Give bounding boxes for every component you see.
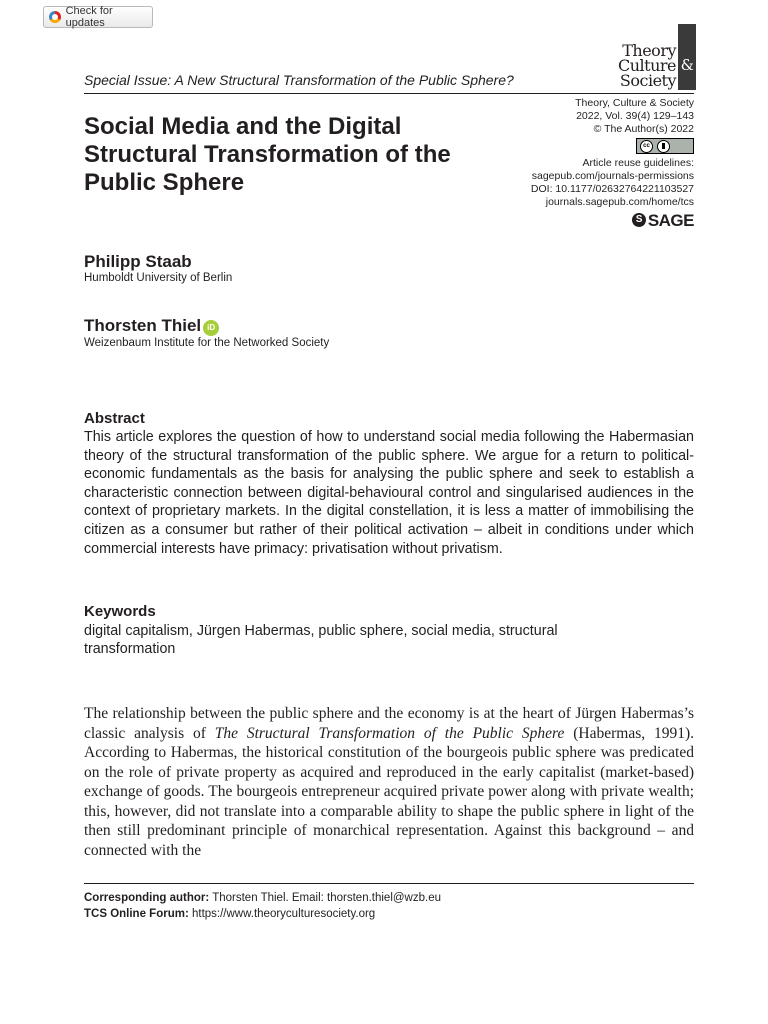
author-name-text: Thorsten Thiel (84, 316, 202, 335)
logo-ampersand: & (680, 56, 694, 74)
article-meta (530, 97, 694, 230)
journal-name: Theory, Culture & Society (575, 97, 694, 109)
cc-icon: cc (640, 140, 653, 153)
cited-book-title: The Structural Transformation of the Public Sphere (214, 724, 565, 742)
orcid-icon[interactable]: iD (203, 320, 219, 336)
author-name: Philipp Staab (84, 252, 192, 271)
sage-logo (632, 210, 694, 230)
author-affiliation: Humboldt University of Berlin (84, 272, 233, 284)
online-forum (84, 908, 375, 920)
logo-word-society: Society (619, 71, 676, 90)
corresponding-author-text: Thorsten Thiel. Email: thorsten.thiel@wzb.eu (209, 892, 441, 904)
logo-word-culture: Culture (617, 56, 676, 75)
check-for-updates-label: Check for updates (65, 5, 113, 29)
header-divider (84, 93, 694, 94)
body-paragraph (84, 704, 694, 860)
corresponding-author (84, 892, 441, 904)
author-affiliation: Weizenbaum Institute for the Networked Society (84, 337, 330, 349)
abstract-text: This article explores the question of how to understand social media following the Habermasian theory of the structural transformation of the public sphere. We argue for a return to political-economic fundamentals as the basis for analysing the public sphere and seek to establish a characteristic connection between digital-behavioural control and singularised audiences in the context of proprietary markets. In the digital constellation, it is less a matter of immobilising the citizen as a consumer but rather of their political activation – albeit in conditions under which commercial interests have primacy: privatisation without privatism. (84, 429, 694, 557)
body-text-part: (Habermas, 1991). According to Habermas, the historical constitution of the bourgeois public sphere was predicated on the role of private property as acquired and reproduced in the early capitalist (market-based) exchange of goods. The bourgeois entrepreneur acquired private power along with private wealth; this, however, did not translate into a comparable ability to shape the public sphere in light of the then still predominant principle of monarchical representation. Against this background – and connected with the (84, 724, 694, 859)
sage-wordmark: SAGE (647, 210, 694, 230)
journal-logo (606, 24, 696, 90)
attribution-icon (657, 140, 670, 153)
journal-url[interactable]: journals.sagepub.com/home/tcs (545, 196, 694, 208)
body-text-part: The relationship between the public sphere and the economy is at the heart of Jürgen Habermas’s classic analysis of (84, 705, 694, 742)
keywords-heading: Keywords (84, 603, 156, 620)
copyright: © The Author(s) 2022 (593, 123, 694, 135)
creative-commons-badge[interactable] (636, 138, 694, 154)
author-name (84, 316, 219, 336)
corresponding-author-label: Corresponding author: (84, 892, 210, 904)
article-title: Social Media and the Digital Structural Transformation of the Public Sphere (84, 113, 451, 196)
abstract-heading: Abstract (84, 410, 145, 427)
special-issue-label: Special Issue: A New Structural Transformation of the Public Sphere? (84, 72, 514, 88)
online-forum-label: TCS Online Forum: (84, 908, 189, 920)
permissions-link[interactable]: sagepub.com/journals-permissions (531, 170, 694, 182)
volume-info: 2022, Vol. 39(4) 129–143 (576, 110, 694, 122)
reuse-guidelines-label: Article reuse guidelines: (582, 157, 694, 169)
keywords-text: digital capitalism, Jürgen Habermas, public sphere, social media, structural transformation (84, 623, 558, 657)
footer-divider (84, 883, 694, 884)
online-forum-link[interactable]: https://www.theoryculturesociety.org (188, 908, 376, 920)
crossmark-icon (49, 11, 61, 23)
logo-word-theory: Theory (622, 41, 676, 60)
check-for-updates-button[interactable] (43, 6, 153, 28)
sage-mark-icon: S (632, 213, 646, 227)
doi[interactable]: DOI: 10.1177/02632764221103527 (530, 183, 694, 195)
